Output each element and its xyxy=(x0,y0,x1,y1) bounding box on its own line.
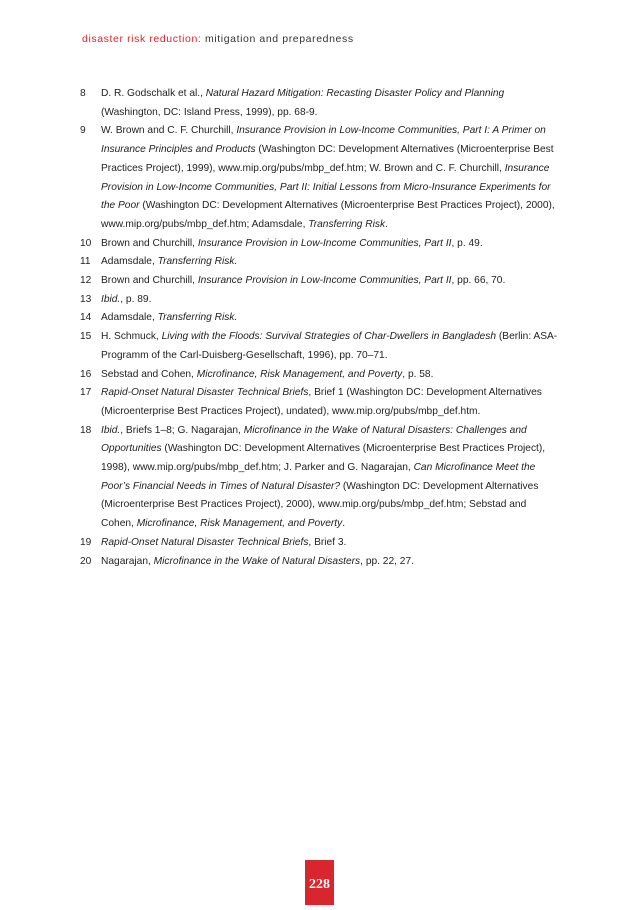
endnote-number: 11 xyxy=(80,256,91,268)
endnote-19 xyxy=(80,534,560,553)
endnote-14 xyxy=(80,309,560,328)
endnote-11 xyxy=(80,253,560,272)
endnote-text: Sebstad and Cohen, xyxy=(101,368,197,380)
endnote-number: 15 xyxy=(80,331,92,343)
endnote-20 xyxy=(80,553,560,572)
running-header xyxy=(82,33,354,45)
endnote-number: 16 xyxy=(80,368,92,380)
endnote-title-text: Insurance Provision in Low-Income Communities, Part II: Initial Lessons from Micro-Insurance Experiments for the Poor xyxy=(101,162,551,212)
endnote-number: 18 xyxy=(80,424,92,436)
endnote-text: , Brief 1 (Washington DC: Development Alternatives (Microenterprise Best Practices Project), undated), www.mip.org/pubs/mbp_def.htm. xyxy=(101,387,542,417)
endnote-title-text: Microfinance, Risk Management, and Poverty xyxy=(196,368,403,380)
endnote-text: Adamsdale, xyxy=(101,312,158,324)
endnote-text: (Washington DC: Development Alternatives (Microenterprise Best Practices Project), 2000), www.mip.org/pubs/mbp_def.htm; Sebstad and Cohen, xyxy=(101,480,539,530)
endnote-title-text: Natural Hazard Mitigation: Recasting Disaster Policy and Planning xyxy=(205,88,505,99)
endnote-text: , p. 89. xyxy=(120,293,152,305)
endnote-title-text: Ibid. xyxy=(101,293,121,305)
endnote-text: Brown and Churchill, xyxy=(101,237,198,249)
endnote-number: 20 xyxy=(80,555,92,567)
endnote-text: W. Brown and C. F. Churchill, xyxy=(101,125,237,137)
endnote-text: Adamsdale, xyxy=(101,256,158,268)
endnote-number: 13 xyxy=(80,293,92,305)
endnote-number: 17 xyxy=(80,387,92,399)
endnote-text: , pp. 22, 27. xyxy=(360,555,414,567)
endnote-title-text: Microfinance, Risk Management, and Poverty xyxy=(136,518,343,530)
endnote-number: 12 xyxy=(80,275,92,287)
endnote-title-text: Microfinance in the Wake of Natural Disasters: Challenges and Opportunities xyxy=(101,424,527,455)
endnote-text: . xyxy=(385,218,388,230)
endnote-text: (Berlin: ASA-Programm of the Carl-Duisberg-Gesellschaft, 1996), pp. 70–71. xyxy=(101,331,558,361)
endnote-15 xyxy=(80,328,560,365)
endnote-text: Brown and Churchill, xyxy=(101,275,198,287)
endnote-title-text: Transferring Risk. xyxy=(157,256,238,268)
endnote-16 xyxy=(80,366,560,385)
endnote-title-text: Insurance Provision in Low-Income Communities, Part II xyxy=(197,237,452,249)
endnote-text: , p. 58. xyxy=(402,368,434,380)
endnote-number: 8 xyxy=(80,88,86,99)
endnote-title-text: Rapid-Onset Natural Disaster Technical Briefs xyxy=(101,387,309,399)
endnote-text: Nagarajan, xyxy=(101,555,154,567)
endnote-8 xyxy=(80,85,560,122)
page-number: 228 xyxy=(305,860,334,905)
endnote-text: , Briefs 1–8; G. Nagarajan, xyxy=(120,424,244,436)
endnote-number: 9 xyxy=(80,125,86,137)
endnote-text: (Washington DC: Development Alternatives (Microenterprise Best Practices Project), 2000), www.mip.org/pubs/mbp_def.htm; Adamsdale, xyxy=(101,200,555,230)
endnote-number: 10 xyxy=(80,237,92,249)
endnote-title-text: Rapid-Onset Natural Disaster Technical Briefs xyxy=(101,536,309,548)
endnote-text: (Washington DC: Development Alternatives (Microenterprise Best Practices Project), 1998), www.mip.org/pubs/mbp_def.htm; J. Parker and G. Nagarajan, xyxy=(101,443,546,474)
endnote-title-text: Transferring Risk xyxy=(308,218,386,230)
endnote-title-text: Transferring Risk. xyxy=(157,312,238,324)
endnote-number: 19 xyxy=(80,536,92,548)
endnote-title-text: Microfinance in the Wake of Natural Disasters xyxy=(153,555,361,567)
header-section-name: disaster risk reduction: xyxy=(82,33,202,45)
endnotes-list xyxy=(80,85,560,571)
endnote-text: , p. 49. xyxy=(451,237,483,249)
endnote-10 xyxy=(80,235,560,254)
endnote-text: , pp. 66, 70. xyxy=(451,275,506,287)
endnote-title-text: Ibid. xyxy=(101,424,121,436)
endnote-text: . xyxy=(342,518,346,530)
endnote-title-text: Living with the Floods: Survival Strategies of Char-Dwellers in Bangladesh xyxy=(161,331,497,343)
endnote-12 xyxy=(80,272,560,291)
endnote-18 xyxy=(80,422,560,534)
endnote-number: 14 xyxy=(80,312,92,324)
endnote-text: H. Schmuck, xyxy=(101,331,162,343)
endnote-text: D. R. Godschalk et al., xyxy=(101,88,206,99)
endnote-title-text: Can Microfinance Meet the Poor’s Financial Needs in Times of Natural Disaster? xyxy=(101,462,536,492)
endnote-17 xyxy=(80,384,560,421)
endnote-title-text: Insurance Provision in Low-Income Communities, Part II xyxy=(197,275,452,287)
header-chapter-name: mitigation and preparedness xyxy=(201,33,354,45)
endnote-text: , Brief 3. xyxy=(308,536,347,548)
endnote-title-text: Insurance Provision in Low-Income Communities, Part I: A Primer on Insurance Principles and Products xyxy=(101,125,546,156)
endnote-9 xyxy=(80,122,560,234)
endnote-text: (Washington DC: Development Alternatives (Microenterprise Best Practices Project), 1999), www.mip.org/pubs/mbp_def.htm; W. Brown and C. F. Churchill, xyxy=(101,144,554,174)
endnote-13 xyxy=(80,291,560,310)
endnote-text: (Washington, DC: Island Press, 1999), pp. 68-9. xyxy=(101,106,318,118)
